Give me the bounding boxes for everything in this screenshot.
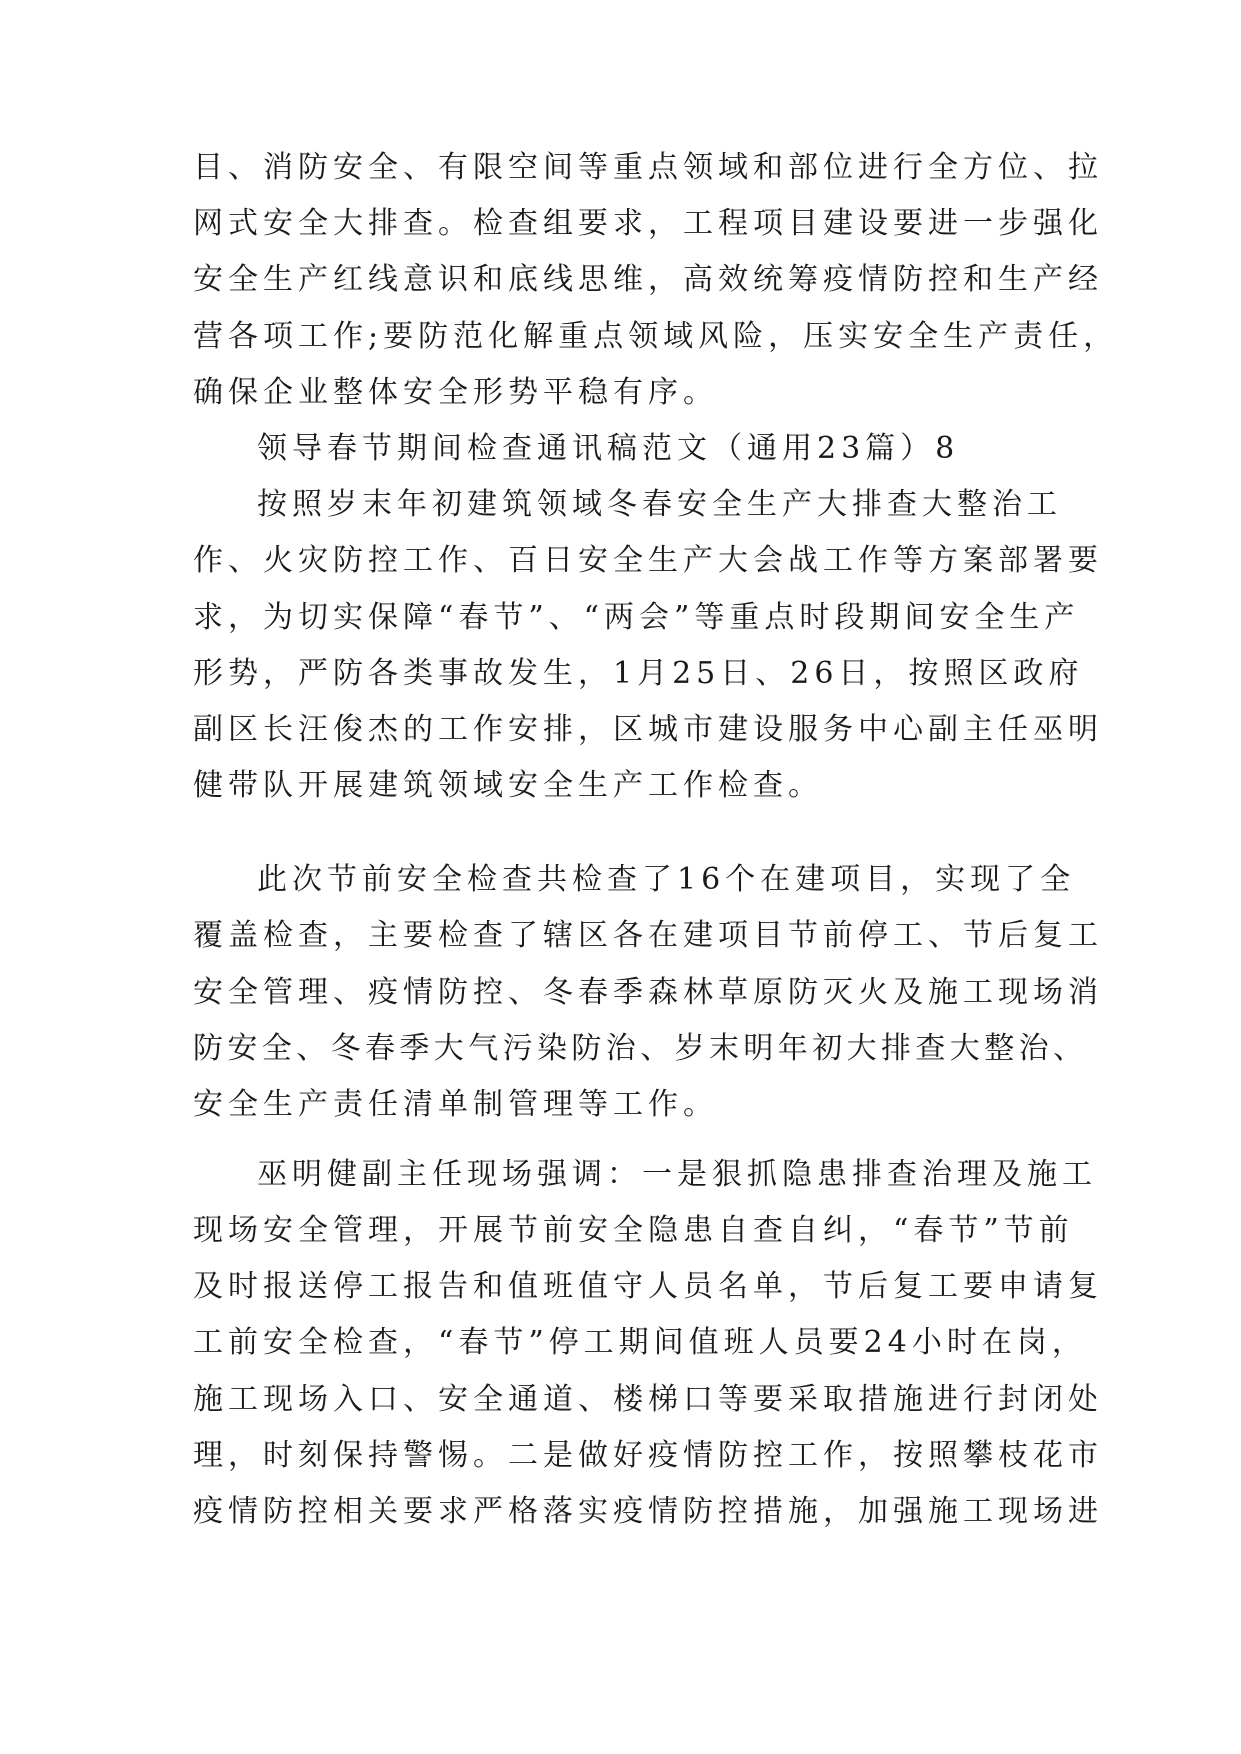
- paragraph-line: 防安全、冬春季大气污染防治、岁末明年初大排查大整治、: [193, 1031, 1088, 1066]
- paragraph-line: 施工现场入口、安全通道、楼梯口等要采取措施进行封闭处: [193, 1382, 1103, 1417]
- paragraph-line: 及时报送停工报告和值班值守人员名单，节后复工要申请复: [193, 1269, 1103, 1304]
- paragraph-line: 理，时刻保持警惕。二是做好疫情防控工作，按照攀枝花市: [193, 1438, 1103, 1473]
- paragraph-line: 目、消防安全、有限空间等重点领域和部位进行全方位、拉: [193, 150, 1103, 185]
- paragraph-line: 安全生产责任清单制管理等工作。: [193, 1087, 718, 1122]
- section-heading: 领导春节期间检查通讯稿范文（通用23篇）8: [257, 431, 960, 466]
- paragraph-line: 营各项工作;要防范化解重点领域风险，压实安全生产责任，: [193, 319, 1119, 354]
- paragraph-line: 现场安全管理，开展节前安全隐患自查自纠，“春节”节前: [193, 1213, 1074, 1248]
- paragraph-line: 求，为切实保障“春节”、“两会”等重点时段期间安全生产: [193, 600, 1080, 635]
- paragraph-line: 网式安全大排查。检查组要求，工程项目建设要进一步强化: [193, 206, 1103, 241]
- paragraph-line: 作、火灾防控工作、百日安全生产大会战工作等方案部署要: [193, 543, 1103, 578]
- paragraph-line: 此次节前安全检查共检查了16个在建项目，实现了全: [257, 862, 1076, 897]
- paragraph-line: 安全生产红线意识和底线思维，高效统筹疫情防控和生产经: [193, 262, 1103, 297]
- paragraph-line: 巫明健副主任现场强调：一是狠抓隐患排查治理及施工: [257, 1157, 1097, 1192]
- paragraph-line: 覆盖检查，主要检查了辖区各在建项目节前停工、节后复工: [193, 918, 1103, 953]
- paragraph-line: 健带队开展建筑领域安全生产工作检查。: [193, 768, 823, 803]
- paragraph-line: 形势，严防各类事故发生，1月25日、26日，按照区政府: [193, 656, 1084, 691]
- paragraph-line: 疫情防控相关要求严格落实疫情防控措施，加强施工现场进: [193, 1494, 1103, 1529]
- paragraph-line: 确保企业整体安全形势平稳有序。: [193, 375, 718, 410]
- paragraph-line: 副区长汪俊杰的工作安排，区城市建设服务中心副主任巫明: [193, 712, 1103, 747]
- paragraph-line: 安全管理、疫情防控、冬春季森林草原防灭火及施工现场消: [193, 975, 1103, 1010]
- paragraph-line: 按照岁末年初建筑领域冬春安全生产大排查大整治工: [257, 487, 1062, 522]
- paragraph-line: 工前安全检查，“春节”停工期间值班人员要24小时在岗，: [193, 1325, 1087, 1360]
